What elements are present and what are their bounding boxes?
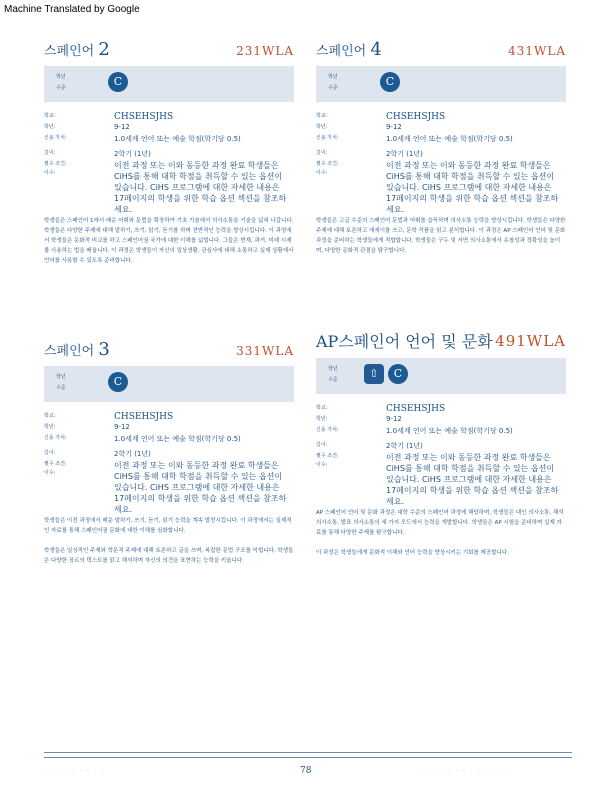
credit-label: 신용 가치: xyxy=(316,427,339,433)
prereq-value: 이전 과정 또는 이와 동등한 과정 완료 학생들은 CiHS를 통해 대학 학점을 취득할 수 있는 옵션이 있습니다. CiHS 프로그램에 대한 자세한 내용은 17페이지의 학생을 위한 학습 옵션 섹션을 참조하세요. xyxy=(386,453,559,506)
course-title: 스페인어 2 xyxy=(44,39,110,60)
length-label: 길이: xyxy=(316,442,328,448)
credit-label: 신용 가치: xyxy=(44,135,67,141)
credit-value: 1.0세계 언어 또는 예술 학점(학기당 0.5) xyxy=(386,427,513,435)
course-card-ap-spanish xyxy=(316,330,566,558)
completion-label: 이수: xyxy=(44,470,56,476)
grade-label: 학년: xyxy=(316,124,328,130)
length-label: 길이: xyxy=(44,450,56,456)
credit-label: 신용 가치: xyxy=(44,435,67,441)
completion-label: 이수: xyxy=(316,170,328,176)
prereq-label: 필수 조건: xyxy=(316,161,339,167)
grade-level-label: 학년 수준 xyxy=(56,74,66,91)
grade-label: 학년: xyxy=(316,416,328,422)
length-label: 길이: xyxy=(44,150,56,156)
course-description: 학생들은 스페인어 1에서 배운 어휘와 문법을 확장하여 기초 기술에서 의사소통을 기술을 넓혀 나갑니다. 학생들은 다양한 주제에 대해 말하기, 쓰기, 읽기, 듣기를 하며 전반적인 능력을 향상시킵니다. 이 과정에서 학생들은 문화적 비교를 하고 스페인어권 국가에 대한 이해를 넓힙니다. 그들은 현재, 과거, 미래 시제를 사용하는 법을 배웁니다. 이 과정은 학생들이 자신의 일상생활, 관심사에 대해 소통하고 실제 상황에서 언어를 사용할 수 있도록 준비합니다. xyxy=(44,218,294,264)
college-credit-icon: C xyxy=(388,364,408,384)
grade-level-label: 학년 수준 xyxy=(328,74,338,91)
course-description: 학생들은 고급 수준의 스페인어 문법과 어휘를 습득하며 의사소통 능력을 향상시킵니다. 학생들은 다양한 주제에 대해 토론하고 에세이를 쓰고, 문학 작품을 읽고 분석합니다. 이 과정은 AP 스페인어 언어 및 문화 과정을 준비하는 학생들에게 적합합니다. 학생들은 구두 및 서면 의사소통에서 유창성과 정확성을 높이며, 다양한 문화적 관점을 탐구합니다. xyxy=(316,218,566,254)
credit-value: 1.0세계 언어 또는 예술 학점(학기당 0.5) xyxy=(114,435,241,443)
length-value: 2학기 (1년) xyxy=(386,150,423,158)
course-description: AP 스페인어 언어 및 문화 과정은 대학 수준의 스페인어 과정에 해당하며, 학생들은 대인 의사소통, 해석 의사소통, 발표 의사소통의 세 가지 모드에서 능력을 개발합니다. 학생들은 AP 시험을 준비하며 실제 자료를 통해 다양한 주제를 탐구합니다. 이 과정은 학생들에게 문화적 이해와 언어 능력을 향상시키는 기회를 제공합니다. xyxy=(316,510,564,556)
course-header xyxy=(44,38,294,62)
school-value: CHSEHSJHS xyxy=(114,412,174,422)
completion-label: 이수: xyxy=(44,170,56,176)
prereq-label: 필수 조건: xyxy=(44,161,67,167)
college-credit-icon: C xyxy=(108,72,128,92)
course-header xyxy=(316,38,566,62)
school-value: CHSEHSJHS xyxy=(114,112,174,122)
footer-right: · · · · · · · · · · · · · xyxy=(420,768,510,774)
course-title: AP스페인어 언어 및 문화 xyxy=(316,332,493,351)
length-value: 2학기 (1년) xyxy=(114,150,151,158)
course-card-spanish-4 xyxy=(316,38,566,256)
length-value: 2학기 (1년) xyxy=(114,450,151,458)
course-code: 331WLA xyxy=(236,344,294,358)
grade-value: 9-12 xyxy=(386,415,402,423)
grade-level-label: 학년 수준 xyxy=(328,366,338,383)
prereq-label: 필수 조건: xyxy=(316,453,339,459)
grade-level-label: 학년 수준 xyxy=(56,374,66,391)
course-header xyxy=(316,330,566,354)
credit-value: 1.0세계 언어 또는 예술 학점(학기당 0.5) xyxy=(114,135,241,143)
ap-icon: ⇧ xyxy=(364,364,384,384)
prereq-label: 필수 조건: xyxy=(44,461,67,467)
course-card-spanish-2 xyxy=(44,38,294,266)
footer-rule-bottom xyxy=(44,757,572,758)
grade-value: 9-12 xyxy=(114,123,130,131)
school-label: 학교: xyxy=(316,113,328,119)
length-label: 길이: xyxy=(316,150,328,156)
course-code: 231WLA xyxy=(236,44,294,58)
course-card-spanish-3 xyxy=(44,338,294,566)
course-code: 431WLA xyxy=(508,44,566,58)
course-header xyxy=(44,338,294,362)
credit-value: 1.0세계 언어 또는 예술 학점(학기당 0.5) xyxy=(386,135,513,143)
machine-translated-note: Machine Translated by Google xyxy=(4,4,140,15)
footer-rule-top xyxy=(44,752,572,753)
course-title: 스페인어 3 xyxy=(44,339,110,360)
length-value: 2학기 (1년) xyxy=(386,442,423,450)
school-label: 학교: xyxy=(44,113,56,119)
grade-value: 9-12 xyxy=(114,423,130,431)
grade-label: 학년: xyxy=(44,124,56,130)
course-description: 학생들은 이전 과정에서 배운 말하기, 쓰기, 듣기, 읽기 능력을 계속 발전시킵니다. 이 과정에서는 실제적인 자료를 통해 스페인어권 문화에 대한 이해를 심화합니다. 학생들은 일상적인 주제와 학문적 주제에 대해 토론하고 글을 쓰며, 복잡한 문법 구조를 익힙니다. 학생들은 다양한 장르의 텍스트를 읽고 해석하며 자신의 의견을 표현하는 능력을 키웁니다. xyxy=(44,518,294,564)
college-credit-icon: C xyxy=(108,372,128,392)
grade-value: 9-12 xyxy=(386,123,402,131)
footer-left: · · · · · · · · · xyxy=(44,768,106,774)
school-value: CHSEHSJHS xyxy=(386,112,446,122)
school-value: CHSEHSJHS xyxy=(386,404,446,414)
prereq-value: 이전 과정 또는 이와 동등한 과정 완료 학생들은 CiHS를 통해 대학 학점을 취득할 수 있는 옵션이 있습니다. CiHS 프로그램에 대한 자세한 내용은 17페이지의 학생을 위한 학습 옵션 섹션을 참조하세요. xyxy=(386,161,559,214)
course-code: 491WLA xyxy=(495,332,566,350)
prereq-value: 이전 과정 또는 이와 동등한 과정 완료 학생들은 CiHS를 통해 대학 학점을 취득할 수 있는 옵션이 있습니다. CiHS 프로그램에 대한 자세한 내용은 17페이지의 학생을 위한 학습 옵션 섹션을 참조하세요. xyxy=(114,161,287,214)
page-number: 78 xyxy=(300,766,312,776)
college-credit-icon: C xyxy=(380,72,400,92)
school-label: 학교: xyxy=(316,405,328,411)
grade-level-band xyxy=(316,66,566,102)
grade-label: 학년: xyxy=(44,424,56,430)
grade-level-band xyxy=(44,66,294,102)
course-title: 스페인어 4 xyxy=(316,39,382,60)
completion-label: 이수: xyxy=(316,462,328,468)
prereq-value: 이전 과정 또는 이와 동등한 과정 완료 학생들은 CiHS를 통해 대학 학점을 취득할 수 있는 옵션이 있습니다. CiHS 프로그램에 대한 자세한 내용은 17페이지의 학생을 위한 학습 옵션 섹션을 참조하세요. xyxy=(114,461,287,514)
grade-level-band xyxy=(316,358,566,394)
school-label: 학교: xyxy=(44,413,56,419)
credit-label: 신용 가치: xyxy=(316,135,339,141)
grade-level-band xyxy=(44,366,294,402)
